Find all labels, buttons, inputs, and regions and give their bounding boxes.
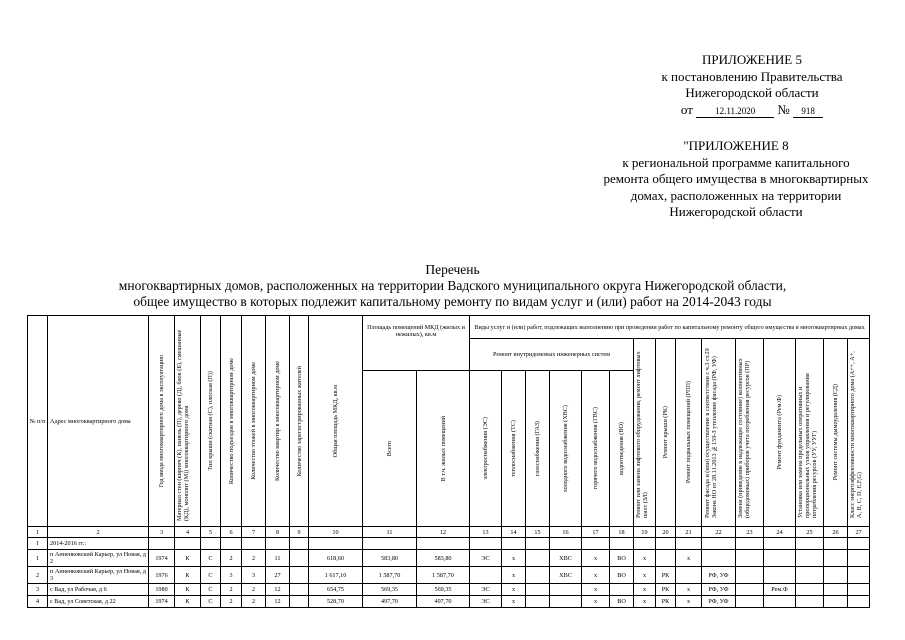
column-numbers-row <box>28 527 870 538</box>
address-cell: п Анненковский Карьер, ул Новая, д 3 <box>48 567 149 584</box>
table-cell <box>656 550 676 567</box>
appendix-5-title: ПРИЛОЖЕНИЕ 5 <box>702 52 802 67</box>
col-number: 10 <box>309 527 363 538</box>
header-floors: Количество этажей в многоквартирном доме <box>242 316 266 527</box>
appendix-5-line: к постановлению Правительства <box>661 68 843 84</box>
table-cell: 618,60 <box>309 550 363 567</box>
table-cell: 3 <box>28 584 48 596</box>
header-area-total: Всего <box>363 371 417 527</box>
table-cell: 497,70 <box>417 596 470 608</box>
header-sewer: водоотведения (ВО) <box>610 371 634 527</box>
table-cell: С <box>201 550 221 567</box>
col-number: 5 <box>201 527 221 538</box>
table-row <box>28 596 870 608</box>
table-cell <box>796 567 824 584</box>
appendix-5-block <box>632 52 872 118</box>
table-cell: 1 <box>28 550 48 567</box>
table-cell: 2 <box>242 550 266 567</box>
table-cell <box>764 567 796 584</box>
table-cell <box>848 596 870 608</box>
col-number: 13 <box>470 527 502 538</box>
col-number: 14 <box>502 527 526 538</box>
table-cell: 1976 <box>149 567 175 584</box>
table-cell <box>824 550 848 567</box>
header-foundation: Ремонт фундамента (Рем.Ф) <box>764 339 796 527</box>
col-number: 23 <box>736 527 764 538</box>
col-number: 4 <box>175 527 201 538</box>
table-cell: 1 617,10 <box>309 567 363 584</box>
header-flats: Количество квартир в многоквартирном доме <box>266 316 290 527</box>
table-cell: х <box>676 550 702 567</box>
appendix-8-line: Нижегородской области <box>669 204 803 219</box>
col-number: 11 <box>363 527 417 538</box>
table-cell <box>470 567 502 584</box>
header-electro: электроснабжения (ЭС) <box>470 371 502 527</box>
table-cell: 1974 <box>149 596 175 608</box>
table-cell: 3 <box>242 567 266 584</box>
appendix-8-line: к региональной программе капитального <box>622 154 850 170</box>
header-meters: Замена (приведение в надлежащее состояние) коллективных (общедомовых) приборов учета потребления ресурсов (ПР) <box>736 339 764 527</box>
col-number: 25 <box>796 527 824 538</box>
table-cell: ХВС <box>550 567 582 584</box>
table-cell: 2 <box>221 550 242 567</box>
appendix-8-title: "ПРИЛОЖЕНИЕ 8 <box>683 138 789 153</box>
header-control-units: Установка или замена предельных оперативных и пропорциональных узлов управления и регулирования потребления ресурсов (УУ, УУГ) <box>796 339 824 527</box>
appendix-5-dateline <box>681 102 823 119</box>
table-cell: 569,35 <box>417 584 470 596</box>
table-cell: 569,35 <box>363 584 417 596</box>
table-cell: РФ, УФ <box>702 584 736 596</box>
table-cell <box>290 550 309 567</box>
col-number: 3 <box>149 527 175 538</box>
header-basement: Ремонт подвальных помещений (РПП) <box>676 339 702 527</box>
table-cell <box>736 584 764 596</box>
table-cell: К <box>175 596 201 608</box>
table-cell: ВО <box>610 550 634 567</box>
col-number: 22 <box>702 527 736 538</box>
table-cell: ВО <box>610 567 634 584</box>
col-number: 7 <box>242 527 266 538</box>
table-cell <box>610 584 634 596</box>
table-cell <box>550 596 582 608</box>
table-cell: 2 <box>221 584 242 596</box>
table-cell: К <box>175 584 201 596</box>
header-area-group: Площадь помещений МКД (жилых и нежилых), кв.м <box>363 316 470 371</box>
header-residents: Количество зарегистрированных жителей <box>290 316 309 527</box>
col-number: 12 <box>417 527 470 538</box>
table-cell: х <box>582 584 610 596</box>
table-cell <box>848 550 870 567</box>
table-row <box>28 584 870 596</box>
table-cell <box>796 596 824 608</box>
table-cell: х <box>676 596 702 608</box>
table-cell: РФ, УФ <box>702 567 736 584</box>
table-cell: 27 <box>266 567 290 584</box>
table-cell <box>848 567 870 584</box>
header-num: № п/п <box>28 316 48 527</box>
header-heat: теплоснабжения (ТС) <box>502 371 526 527</box>
table-cell: 2 <box>242 584 266 596</box>
header-year: Год ввода многоквартирного дома в эксплуатацию <box>149 316 175 527</box>
table-cell <box>526 567 550 584</box>
table-cell <box>290 584 309 596</box>
appendix-8-line: ремонта общего имущества в многоквартирных <box>603 171 869 186</box>
col-number: 8 <box>266 527 290 538</box>
appendix-8-block <box>600 138 872 221</box>
header-gas: газоснабжения (ГАЗ) <box>526 371 550 527</box>
table-cell: 583,80 <box>417 550 470 567</box>
col-number: 24 <box>764 527 796 538</box>
table-cell <box>736 596 764 608</box>
address-cell: с Вад, ул Советская, д 22 <box>48 596 149 608</box>
header-cold-water: холодного водоснабжения (ХВС) <box>550 371 582 527</box>
table-cell: 1980 <box>149 584 175 596</box>
date-value: 12.11.2020 <box>696 105 774 118</box>
table-cell: РК <box>656 567 676 584</box>
period-row <box>28 538 870 550</box>
col-number: 18 <box>610 527 634 538</box>
table-cell: х <box>582 567 610 584</box>
table-row <box>28 550 870 567</box>
table-cell: ЭС <box>470 596 502 608</box>
table-cell: 1974 <box>149 550 175 567</box>
list-title: Перечень <box>425 262 480 277</box>
table-cell: х <box>502 550 526 567</box>
table-cell <box>702 550 736 567</box>
table-cell: 2 <box>221 596 242 608</box>
table-cell <box>676 567 702 584</box>
table-cell: ХВС <box>550 550 582 567</box>
from-label: от <box>680 101 693 117</box>
address-cell: п Анненковский Карьер, ул Новая, д 2 <box>48 550 149 567</box>
table-cell: 654,75 <box>309 584 363 596</box>
table-cell <box>764 596 796 608</box>
table-cell: 2 <box>28 567 48 584</box>
houses-table <box>27 315 870 608</box>
table-cell: Рем.Ф <box>764 584 796 596</box>
table-cell: х <box>634 596 656 608</box>
header-address: Адрес многоквартирного дома <box>48 316 149 527</box>
table-cell: С <box>201 596 221 608</box>
header-smoke: Ремонт системы дымоудаления (СД) <box>824 339 848 527</box>
table-cell: К <box>175 567 201 584</box>
col-number: 20 <box>656 527 676 538</box>
table-cell <box>290 567 309 584</box>
table-cell: х <box>634 550 656 567</box>
col-number: 26 <box>824 527 848 538</box>
table-row <box>28 567 870 584</box>
header-entrances: Количество подъездов в многоквартирном доме <box>221 316 242 527</box>
table-cell: х <box>634 567 656 584</box>
table-cell: 11 <box>266 550 290 567</box>
table-cell: РФ, УФ <box>702 596 736 608</box>
list-subtitle-line1: многоквартирных домов, расположенных на территории Вадского муниципального округа Нижегородской области, <box>118 278 787 293</box>
header-works-group: Виды услуг и (или) работ, подлежащих выполнению при проведении работ по капитальному ремонту общего имущества в многоквартирных домах <box>470 316 870 339</box>
table-cell: 4 <box>28 596 48 608</box>
table-cell: 497,70 <box>363 596 417 608</box>
table-cell: РК <box>656 584 676 596</box>
col-number: 6 <box>221 527 242 538</box>
col-number: 2 <box>48 527 149 538</box>
table-cell <box>526 596 550 608</box>
col-number: 17 <box>582 527 610 538</box>
period-label: 2014-2016 гг.: <box>48 538 149 550</box>
table-cell: 528,70 <box>309 596 363 608</box>
table-cell: х <box>502 584 526 596</box>
table-cell: ЭС <box>470 550 502 567</box>
list-subtitle-line2: общее имущество в которых подлежит капитальному ремонту по видам услуг и (или) работ на 2014-2043 годы <box>133 294 772 309</box>
table-cell: х <box>676 584 702 596</box>
address-cell: с Вад, ул Рабочая, д 6 <box>48 584 149 596</box>
table-cell <box>290 596 309 608</box>
table-cell: 12 <box>266 584 290 596</box>
table-cell: 12 <box>266 596 290 608</box>
header-engineering-group: Ремонт внутридомовых инженерных систем <box>470 339 634 371</box>
header-lift: Ремонт или замена лифтового оборудования, ремонт лифтовых шахт (ЗЛ) <box>634 339 656 527</box>
col-number: 19 <box>634 527 656 538</box>
col-number: 1 <box>28 527 48 538</box>
table-body <box>28 550 870 608</box>
table-cell: С <box>201 584 221 596</box>
header-roof-repair: Ремонт крыши (РК) <box>656 339 676 527</box>
header-total-area: Общая площадь МКД, кв.м <box>309 316 363 527</box>
table-cell: 1 587,70 <box>417 567 470 584</box>
header-energy-class: Класс энергоэффективности многоквартирного дома (А++, А+, А, В, С, D, E,F,G) <box>848 339 870 527</box>
table-cell: х <box>502 596 526 608</box>
col-number: 15 <box>526 527 550 538</box>
table-cell <box>824 567 848 584</box>
table-cell: 3 <box>221 567 242 584</box>
table-cell <box>526 584 550 596</box>
appendix-5-line: Нижегородской области <box>685 85 819 100</box>
number-value: 918 <box>793 105 823 118</box>
list-heading <box>0 262 905 310</box>
table-cell <box>526 550 550 567</box>
table-cell <box>824 596 848 608</box>
table-cell <box>736 550 764 567</box>
table-cell: х <box>634 584 656 596</box>
table-cell: ВО <box>610 596 634 608</box>
table-cell: К <box>175 550 201 567</box>
table-cell <box>550 584 582 596</box>
table-cell <box>796 584 824 596</box>
table-cell: 1 587,70 <box>363 567 417 584</box>
col-number: 16 <box>550 527 582 538</box>
header-area-living: В т.ч. жилых помещений <box>417 371 470 527</box>
table-cell: х <box>582 596 610 608</box>
number-sign: № <box>777 101 790 117</box>
table-cell <box>764 550 796 567</box>
table-cell <box>736 567 764 584</box>
header-wall-material: Материал стен (кирпич (К), панель (П), дерево (Д), блок (Б), смешанные (КД), монолит (М)) многоквартирного дома <box>175 316 201 527</box>
table-cell <box>848 584 870 596</box>
header-hot-water: горячего водоснабжения (ГВС) <box>582 371 610 527</box>
table-cell: С <box>201 567 221 584</box>
col-number: 21 <box>676 527 702 538</box>
header-facade: Ремонт фасада и (или) осуществление в соответствии с ч.3 ст.29 Закона НО от 28.11.2013 №159-З утепление фасада (РФ, УФ) <box>702 339 736 527</box>
table-cell <box>796 550 824 567</box>
col-number: 27 <box>848 527 870 538</box>
table-cell: х <box>502 567 526 584</box>
appendix-8-line: домах, расположенных на территории <box>630 187 842 203</box>
table-cell <box>824 584 848 596</box>
period-num: I <box>28 538 48 550</box>
header-roof-type: Тип крыши (скатная (С), плоская (П)) <box>201 316 221 527</box>
table-cell: РК <box>656 596 676 608</box>
table-cell: ЭС <box>470 584 502 596</box>
table-cell: 2 <box>242 596 266 608</box>
table-cell: 583,80 <box>363 550 417 567</box>
col-number: 9 <box>290 527 309 538</box>
table-cell: х <box>582 550 610 567</box>
